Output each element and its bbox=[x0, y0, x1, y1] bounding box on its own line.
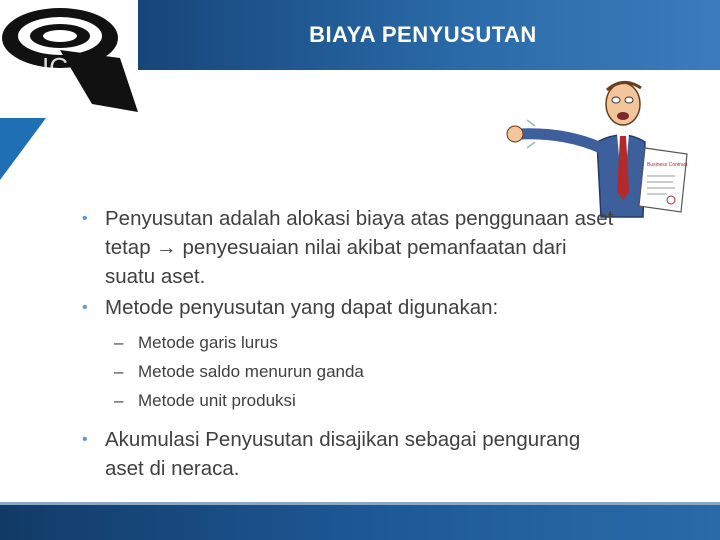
slide-title: BIAYA PENYUSUTAN bbox=[309, 22, 537, 47]
bullet-text: Akumulasi Penyusutan disajikan sebagai pengurang aset di neraca. bbox=[105, 428, 581, 480]
bullet-dot-icon: • bbox=[82, 210, 88, 227]
sub-item-text: Metode garis lurus bbox=[138, 333, 278, 352]
bullet-item bbox=[76, 425, 616, 483]
bullet-dot-icon: • bbox=[82, 431, 88, 448]
contract-paper-text: Business Contract bbox=[647, 162, 688, 168]
dash-icon: – bbox=[114, 362, 124, 381]
bullet-item bbox=[76, 204, 616, 291]
businessman-clipart bbox=[505, 72, 690, 222]
dash-icon: – bbox=[114, 391, 124, 410]
sub-list bbox=[76, 328, 616, 415]
sub-item bbox=[76, 357, 616, 386]
corner-stripe bbox=[0, 118, 46, 190]
sub-item bbox=[76, 386, 616, 415]
logo-text: IC bbox=[42, 52, 68, 82]
sub-item-text: Metode unit produksi bbox=[138, 391, 296, 410]
bullet-item bbox=[76, 293, 616, 322]
pushpin-logo bbox=[0, 0, 140, 120]
sub-item-text: Metode saldo menurun ganda bbox=[138, 362, 364, 381]
footer-bar bbox=[0, 505, 720, 540]
sub-item bbox=[76, 328, 616, 357]
bullet-text: Penyusutan adalah alokasi biaya atas penggunaan aset tetap → penyesuaian nilai akibat pemanfaatan dari suatu aset. bbox=[105, 207, 614, 288]
bullet-text: Metode penyusutan yang dapat digunakan: bbox=[105, 296, 499, 319]
bullet-dot-icon: • bbox=[82, 299, 88, 316]
slide-body bbox=[76, 204, 616, 485]
dash-icon: – bbox=[114, 333, 124, 352]
